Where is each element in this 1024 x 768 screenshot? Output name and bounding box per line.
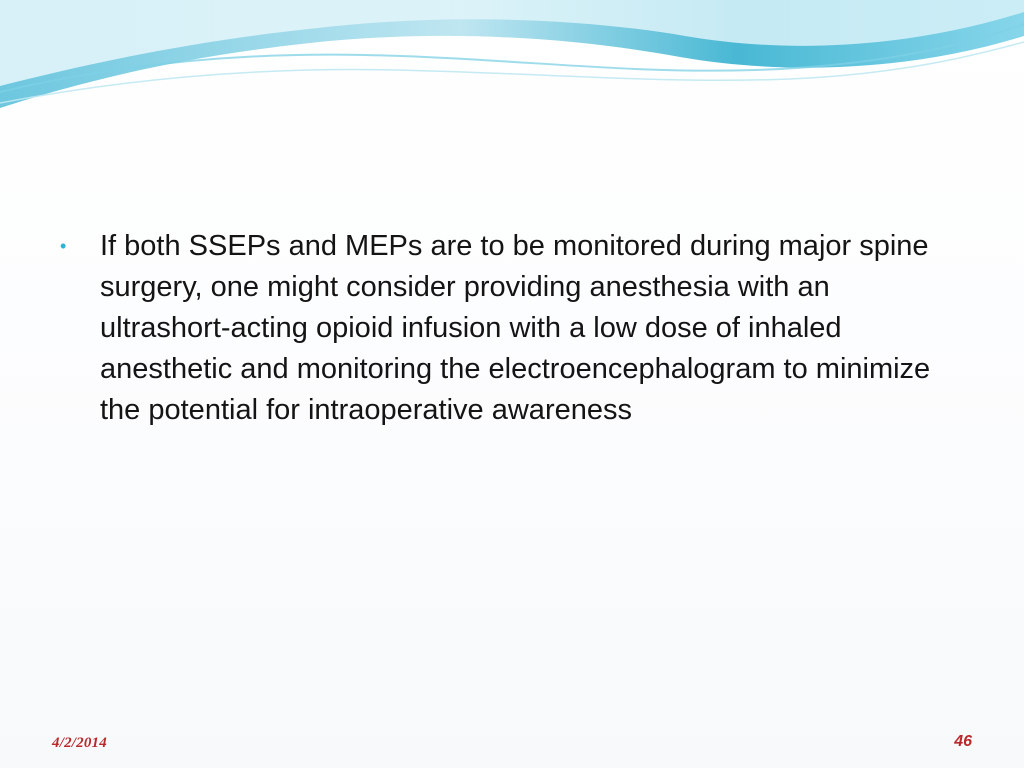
bullet-item bbox=[58, 226, 958, 431]
bullet-text: If both SSEPs and MEPs are to be monitored during major spine surgery, one might consider providing anesthesia with an ultrashort-acting opioid infusion with a low dose of inhaled anesthetic and monitoring the electroencephalogram to minimize the potential for intraoperative awareness bbox=[100, 230, 931, 426]
content-area bbox=[58, 226, 958, 431]
top-wave-decoration bbox=[0, 0, 1024, 130]
footer-date: 4/2/2014 bbox=[52, 735, 107, 751]
bullet-marker: • bbox=[60, 236, 67, 256]
page-number: 46 bbox=[954, 733, 972, 750]
